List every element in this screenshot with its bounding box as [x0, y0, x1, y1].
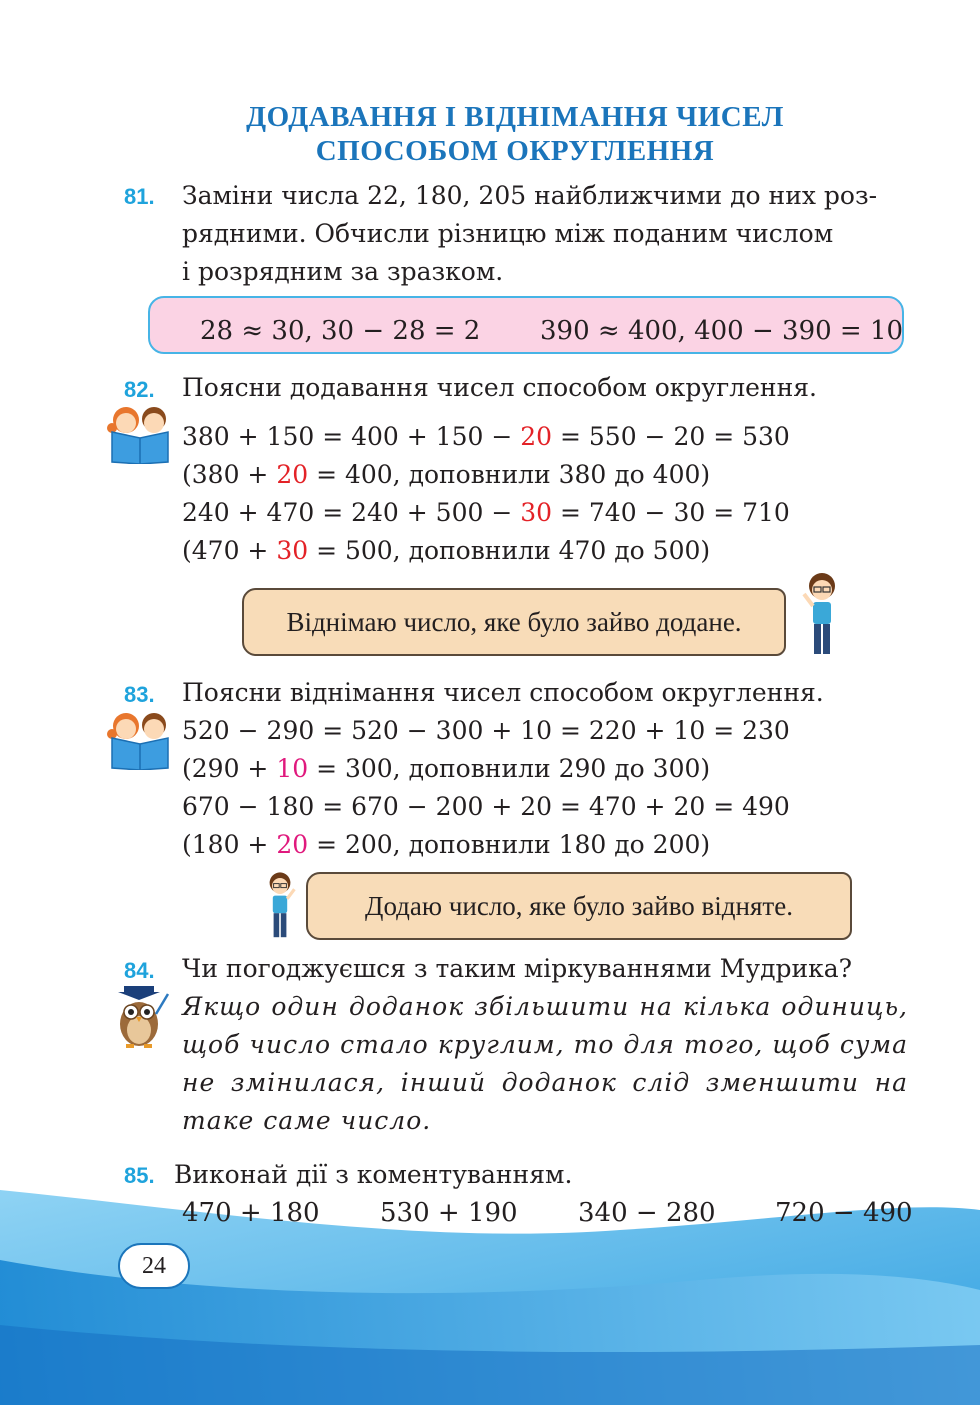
- exercise-84-quote: Якщо один доданок збільшити на кілька одиниць, щоб число стало круглим, то для того, щоб сума не змінилася, інший доданок слід зменшити на таке саме число.: [182, 992, 908, 1135]
- expr-part: = 300, доповнили 290 до 300): [308, 754, 711, 783]
- page-title-line2: СПОСОБОМ ОКРУГЛЕННЯ: [315, 135, 715, 167]
- hint-scroll-82: [242, 588, 786, 656]
- expr-part: 240 + 470 = 240 + 500 −: [182, 498, 521, 527]
- exercise-85-task: Виконай дії з коментуванням.: [174, 1160, 573, 1189]
- sample-2: 390 ≈ 400, 400 − 390 = 10: [540, 316, 904, 346]
- hint-scroll-83: [306, 872, 852, 940]
- exercise-83-line3: 670 − 180 = 670 − 200 + 20 = 470 + 20 = 490: [182, 792, 790, 821]
- expr-part: (290 +: [182, 754, 277, 783]
- expr-part: (180 +: [182, 830, 277, 859]
- exercise-83-line1: 520 − 290 = 520 − 300 + 10 = 220 + 10 = 230: [182, 716, 790, 745]
- page-number-badge: [118, 1243, 190, 1289]
- page-number: 24: [142, 1253, 166, 1279]
- expr-part: = 400, доповнили 380 до 400): [308, 460, 711, 489]
- exercise-82-task: Поясни додавання чисел способом округлення.: [182, 373, 817, 402]
- highlight-number: 20: [520, 422, 553, 451]
- owl-teacher-icon: [110, 984, 170, 1050]
- hint-text-82: Віднімаю число, яке було зайво додане.: [286, 606, 742, 637]
- exercise-83-line2: [182, 750, 710, 788]
- expr-part: (470 +: [182, 536, 277, 565]
- exercise-81-line1: Заміни числа 22, 180, 205 найближчими до них роз-: [182, 181, 878, 210]
- highlight-number: 20: [276, 460, 309, 489]
- exercise-82-line3: [182, 494, 790, 532]
- exercise-number-82: 82.: [124, 377, 155, 402]
- highlight-number: 30: [520, 498, 553, 527]
- sample-1: 28 ≈ 30, 30 − 28 = 2: [200, 316, 481, 346]
- highlight-number: 20: [276, 830, 309, 859]
- expr-part: = 740 − 30 = 710: [552, 498, 790, 527]
- expr-part: = 550 − 20 = 530: [552, 422, 790, 451]
- exercise-85-item: 720 − 490: [775, 1198, 913, 1228]
- exercise-85-item: 530 + 190: [380, 1198, 518, 1228]
- exercise-85-item: 470 + 180: [182, 1198, 320, 1228]
- exercise-84-task: Чи погоджуєшся з таким міркуваннями Мудрика?: [182, 954, 853, 983]
- exercise-85-item: 340 − 280: [578, 1198, 716, 1228]
- exercise-81-line3: і розрядним за зразком.: [182, 257, 504, 286]
- exercise-number-83: 83.: [124, 682, 155, 707]
- expr-part: (380 +: [182, 460, 277, 489]
- expr-part: = 200, доповнили 180 до 200): [308, 830, 711, 859]
- boy-pointing-icon: [258, 870, 302, 942]
- boy-pointing-icon: [800, 570, 844, 660]
- exercise-82-line2: [182, 456, 710, 494]
- exercise-number-84: 84.: [124, 958, 155, 983]
- highlight-number: 10: [276, 754, 309, 783]
- reading-kids-icon: [104, 402, 176, 464]
- page-title-line1: ДОДАВАННЯ І ВІДНІМАННЯ ЧИСЕЛ: [246, 101, 784, 133]
- expr-part: = 500, доповнили 470 до 500): [308, 536, 711, 565]
- exercise-83-line4: [182, 826, 710, 864]
- exercise-82-line1: [182, 418, 790, 456]
- exercise-81-line2: рядними. Обчисли різницю між поданим числом: [182, 219, 834, 248]
- exercise-number-81: 81.: [124, 184, 155, 209]
- exercise-number-85: 85.: [124, 1163, 155, 1188]
- exercise-83-task: Поясни віднімання чисел способом округлення.: [182, 678, 824, 707]
- hint-text-83: Додаю число, яке було зайво відняте.: [365, 890, 793, 921]
- reading-kids-icon: [104, 708, 176, 770]
- highlight-number: 30: [276, 536, 309, 565]
- expr-part: 380 + 150 = 400 + 150 −: [182, 422, 521, 451]
- exercise-82-line4: [182, 532, 710, 570]
